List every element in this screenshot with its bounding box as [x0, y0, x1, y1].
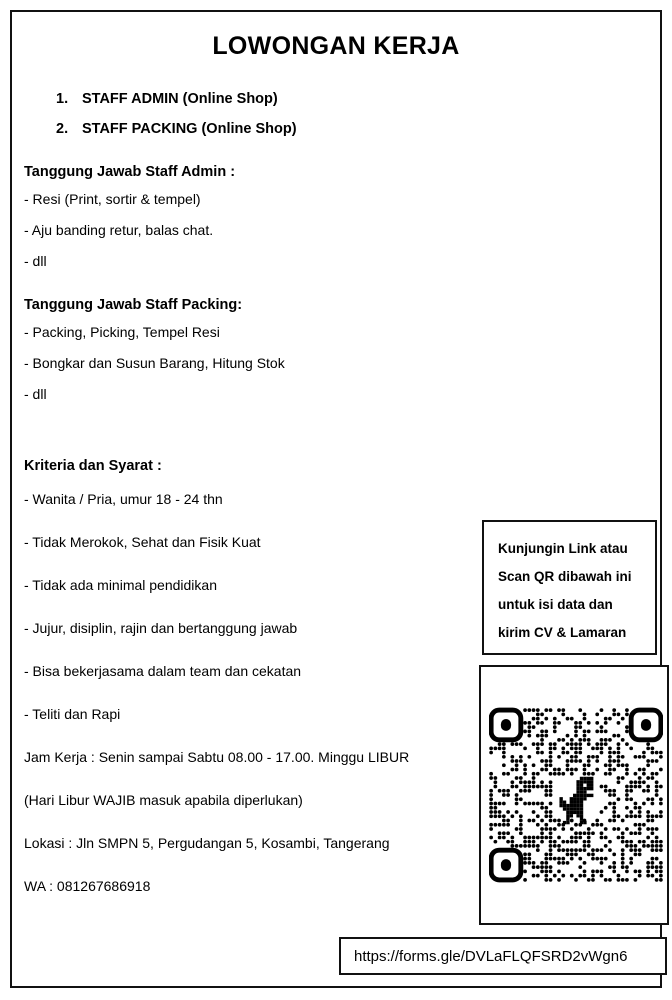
position-number: 1. — [56, 91, 69, 107]
criteria-heading: Kriteria dan Syarat : — [24, 458, 162, 474]
list-item: - Packing, Picking, Tempel Resi — [24, 324, 220, 340]
position-label: STAFF ADMIN (Online Shop) — [82, 91, 278, 107]
list-item: - Teliti dan Rapi — [24, 706, 121, 722]
position-number: 2. — [56, 121, 69, 137]
admin-responsibilities-list — [24, 184, 472, 277]
instruction-line: Scan QR dibawah ini — [498, 569, 632, 584]
work-hours-text: Jam Kerja : Senin sampai Sabtu 08.00 - 17.00. Minggu LIBUR — [24, 749, 410, 765]
list-item: - dll — [24, 386, 47, 402]
position-label: STAFF PACKING (Online Shop) — [82, 121, 297, 137]
instruction-line: untuk isi data dan — [498, 597, 613, 612]
page-title: LOWONGAN KERJA — [212, 32, 460, 60]
list-item: - Resi (Print, sortir & tempel) — [24, 191, 201, 207]
poster-body — [24, 84, 472, 908]
list-item: - dll — [24, 253, 47, 269]
location-text: Lokasi : Jln SMPN 5, Pergudangan 5, Kosambi, Tangerang — [24, 835, 390, 851]
list-item — [24, 84, 472, 114]
list-item: - Jujur, disiplin, rajin dan bertanggung jawab — [24, 620, 298, 636]
qr-code[interactable] — [489, 681, 663, 909]
job-posting-poster — [10, 10, 662, 988]
position-list — [24, 84, 472, 144]
packing-responsibilities-list — [24, 317, 472, 410]
whatsapp-contact-text: WA : 081267686918 — [24, 878, 151, 894]
list-item: - Bongkar dan Susun Barang, Hitung Stok — [24, 355, 285, 371]
job-details-list — [24, 736, 472, 908]
list-item: - Bisa bekerjasama dalam team dan cekatan — [24, 663, 302, 679]
list-item: - Aju banding retur, balas chat. — [24, 222, 214, 238]
qr-instruction-box — [482, 520, 657, 655]
admin-responsibilities-heading: Tanggung Jawab Staff Admin : — [24, 164, 236, 180]
criteria-list — [24, 478, 472, 736]
list-item: - Tidak ada minimal pendidikan — [24, 577, 217, 593]
list-item: - Wanita / Pria, umur 18 - 24 thn — [24, 491, 223, 507]
packing-responsibilities-heading: Tanggung Jawab Staff Packing: — [24, 297, 243, 313]
instruction-line: Kunjungin Link atau — [498, 541, 628, 556]
qr-code-box[interactable] — [479, 665, 669, 925]
holiday-note-text: (Hari Libur WAJIB masuk apabila diperlukan) — [24, 792, 303, 808]
list-item: - Tidak Merokok, Sehat dan Fisik Kuat — [24, 534, 261, 550]
form-url-text[interactable]: https://forms.gle/DVLaFLQFSRD2vWgn6 — [354, 947, 628, 965]
instruction-line: kirim CV & Lamaran — [498, 625, 627, 640]
list-item — [24, 114, 472, 144]
form-url-box[interactable] — [339, 937, 667, 975]
